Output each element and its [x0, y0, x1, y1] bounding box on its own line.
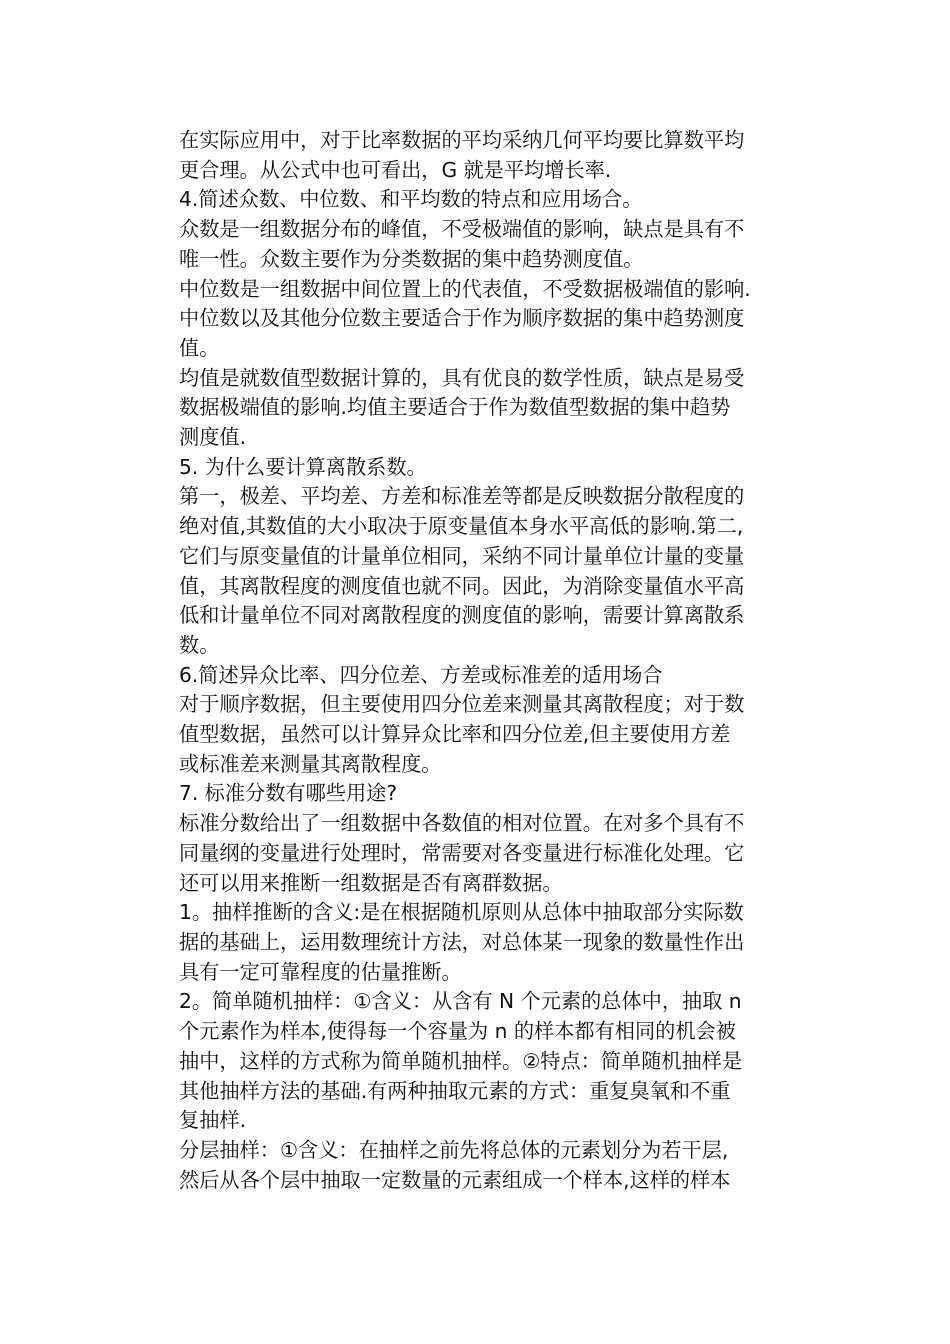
paragraph — [179, 275, 809, 364]
paragraph — [179, 690, 809, 779]
paragraph — [179, 661, 809, 691]
text-line: 然后从各个层中抽取一定数量的元素组成一个样本,这样的样本 — [179, 1167, 731, 1192]
text-line: 4.简述众数、中位数、和平均数的特点和应用场合。 — [179, 187, 643, 212]
document-body — [179, 126, 809, 1195]
paragraph — [179, 364, 809, 453]
text-line: 抽中，这样的方式称为简单随机抽样。②特点：简单随机抽样是 — [179, 1048, 743, 1073]
text-line: 中位数以及其他分位数主要适合于作为顺序数据的集中趋势测度 — [179, 306, 745, 331]
text-line: 据的基础上，运用数理统计方法，对总体某一现象的数量性作出 — [179, 929, 745, 954]
text-line: 7. 标准分数有哪些用途? — [179, 781, 398, 806]
text-line: 数。 — [179, 632, 220, 657]
paragraph — [179, 453, 809, 483]
paragraph — [179, 987, 809, 1136]
text-line: 值型数据，虽然可以计算异众比率和四分位差,但主要使用方差 — [179, 722, 731, 747]
text-line: 更合理。从公式中也可看出，G 就是平均增长率. — [179, 157, 612, 182]
paragraph — [179, 898, 809, 987]
text-line: 低和计量单位不同对离散程度的测度值的影响，需要计算离散系 — [179, 603, 745, 628]
text-line: 第一，极差、平均差、方差和标准差等都是反映数据分散程度的 — [179, 484, 745, 509]
text-line: 中位数是一组数据中间位置上的代表值，不受数据极端值的影响. — [179, 276, 751, 301]
paragraph — [179, 215, 809, 274]
text-line: 测度值. — [179, 425, 246, 450]
text-line: 数据极端值的影响.均值主要适合于作为数值型数据的集中趋势 — [179, 395, 731, 420]
text-line: 众数是一组数据分布的峰值，不受极端值的影响，缺点是具有不 — [179, 217, 745, 242]
text-line: 分层抽样：①含义：在抽样之前先将总体的元素划分为若干层, — [179, 1137, 729, 1162]
text-line: 值。 — [179, 335, 220, 360]
text-line: 它们与原变量值的计量单位相同，采纳不同计量单位计量的变量 — [179, 543, 745, 568]
paragraph — [179, 126, 809, 185]
text-line: 个元素作为样本,使得每一个容量为 n 的样本都有相同的机会被 — [179, 1019, 736, 1044]
text-line: 标准分数给出了一组数据中各数值的相对位置。在对多个具有不 — [179, 811, 745, 836]
paragraph — [179, 809, 809, 898]
paragraph — [179, 1136, 809, 1195]
text-line: 复抽样. — [179, 1108, 246, 1133]
text-line: 值，其离散程度的测度值也就不同。因此，为消除变量值水平高 — [179, 573, 745, 598]
paragraph — [179, 482, 809, 660]
text-line: 在实际应用中，对于比率数据的平均采纳几何平均要比算数平均 — [179, 128, 745, 152]
text-line: 1。抽样推断的含义:是在根据随机原则从总体中抽取部分实际数 — [179, 900, 744, 925]
text-line: 5. 为什么要计算离散系数。 — [179, 454, 427, 479]
text-line: 唯一性。众数主要作为分类数据的集中趋势测度值。 — [179, 246, 644, 271]
text-line: 绝对值,其数值的大小取决于原变量值本身水平高低的影响.第二, — [179, 514, 744, 539]
text-line: 同量纲的变量进行处理时，常需要对各变量进行标准化处理。它 — [179, 840, 745, 865]
text-line: 具有一定可靠程度的估量推断。 — [179, 959, 462, 984]
text-line: 或标准差来测量其离散程度。 — [179, 751, 442, 776]
text-line: 其他抽样方法的基础.有两种抽取元素的方式：重复臭氧和不重 — [179, 1078, 731, 1103]
text-line: 对于顺序数据，但主要使用四分位差来测量其离散程度；对于数 — [179, 692, 745, 717]
text-line: 2。简单随机抽样：①含义：从含有 N 个元素的总体中，抽取 n — [179, 989, 742, 1014]
text-line: 均值是就数值型数据计算的，具有优良的数学性质，缺点是易受 — [179, 365, 745, 390]
text-line: 还可以用来推断一组数据是否有离群数据。 — [179, 870, 563, 895]
text-line: 6.简述异众比率、四分位差、方差或标准差的适用场合 — [179, 662, 663, 687]
paragraph — [179, 185, 809, 215]
paragraph — [179, 779, 809, 809]
